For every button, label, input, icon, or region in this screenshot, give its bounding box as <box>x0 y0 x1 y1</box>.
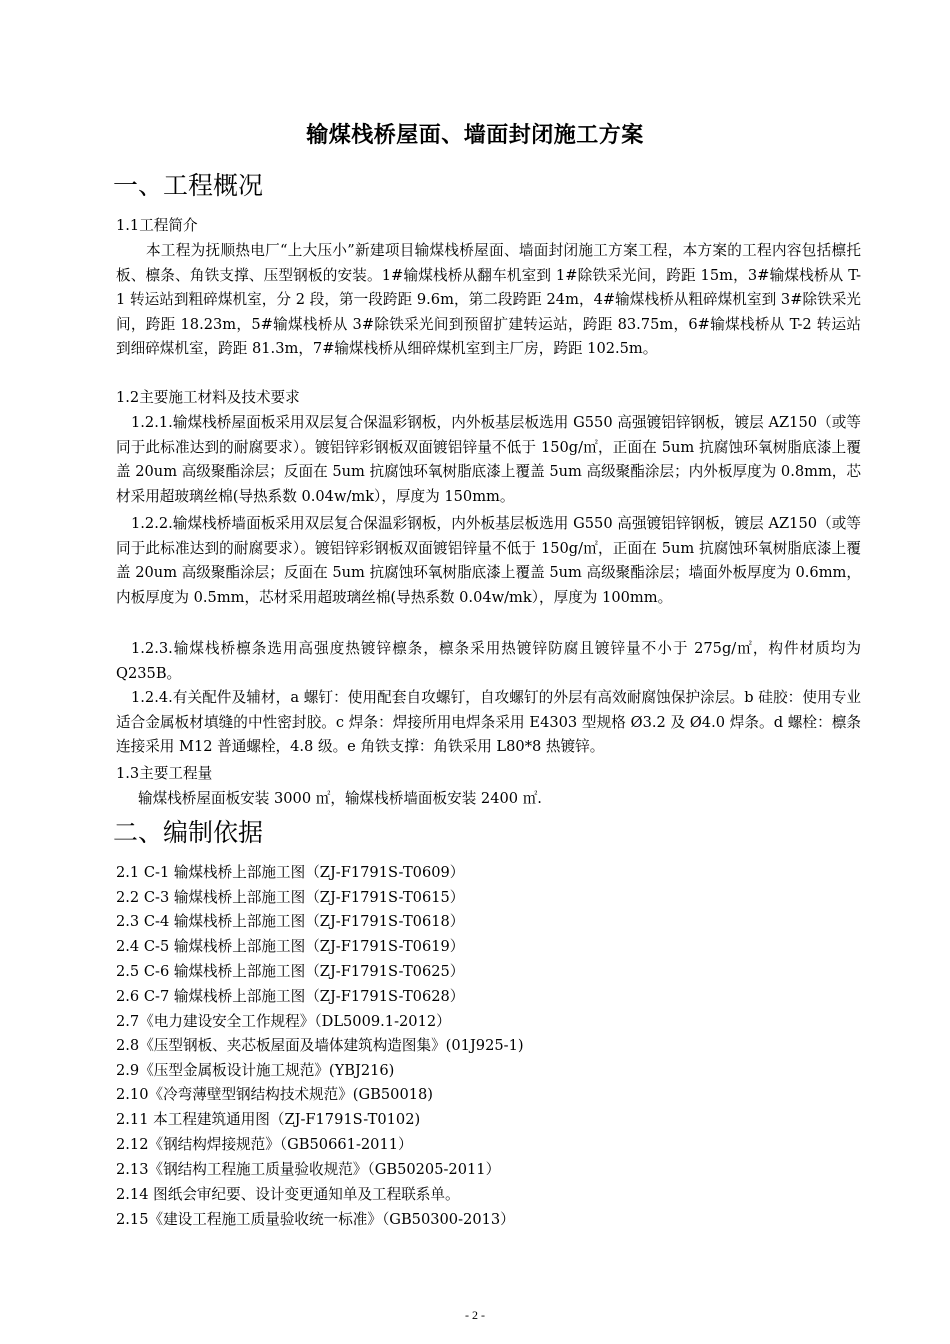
document-title: 输煤栈桥屋面、墙面封闭施工方案 <box>306 123 644 148</box>
reference-item: 2.13《钢结构工程施工质量验收规范》（GB50205-2011） <box>116 1161 501 1178</box>
section-1-2-2-paragraph: 1.2.2.输煤栈桥墙面板采用双层复合保温彩钢板，内外板基层板选用 G550 高强镀铝锌钢板，镀层 AZ150（或等同于此标准达到的耐腐要求）。镀铝锌彩钢板双面镀铝锌量不低于 150g/㎡，正面在 5um 抗腐蚀环氧树脂底漆上覆盖 20um 高级聚酯涂层；反面在 5um 抗腐蚀环氧树脂底漆上覆盖 5um 高级聚酯涂层；墙面外板厚度为 0.6mm，内板厚度为 0.5mm，芯材采用超玻璃丝棉(导热系数 0.04w/mk），厚度为 100mm。 <box>116 515 861 606</box>
section-1-heading: 一、工程概况 <box>113 171 264 200</box>
reference-item: 2.3 C-4 输煤栈桥上部施工图（ZJ-F1791S-T0618） <box>116 913 465 930</box>
section-2-heading: 二、编制依据 <box>113 818 264 847</box>
reference-item: 2.10《冷弯薄壁型钢结构技术规范》(GB50018) <box>116 1086 434 1103</box>
reference-item: 2.15《建设工程施工质量验收统一标准》（GB50300-2013） <box>116 1211 515 1228</box>
reference-item: 2.4 C-5 输煤栈桥上部施工图（ZJ-F1791S-T0619） <box>116 938 465 955</box>
reference-item: 2.8《压型钢板、夹芯板屋面及墙体建筑构造图集》(01J925-1) <box>116 1037 524 1054</box>
reference-item: 2.2 C-3 输煤栈桥上部施工图（ZJ-F1791S-T0615） <box>116 889 465 906</box>
reference-item: 2.12《钢结构焊接规范》（GB50661-2011） <box>116 1136 413 1153</box>
section-1-3-paragraph: 输煤栈桥屋面板安装 3000 ㎡，输煤栈桥墙面板安装 2400 ㎡. <box>138 790 542 807</box>
section-1-2-1-paragraph: 1.2.1.输煤栈桥屋面板采用双层复合保温彩钢板，内外板基层板选用 G550 高强镀铝锌钢板，镀层 AZ150（或等同于此标准达到的耐腐要求）。镀铝锌彩钢板双面镀铝锌量不低于 150g/㎡，正面在 5um 抗腐蚀环氧树脂底漆上覆盖 20um 高级聚酯涂层；反面在 5um 抗腐蚀环氧树脂底漆上覆盖 5um 高级聚酯涂层；内外板厚度为 0.8mm，芯材采用超玻璃丝棉(导热系数 0.04w/mk），厚度为 150mm。 <box>116 414 861 505</box>
reference-item: 2.5 C-6 输煤栈桥上部施工图（ZJ-F1791S-T0625） <box>116 963 465 980</box>
section-1-1-paragraph: 本工程为抚顺热电厂“上大压小”新建项目输煤栈桥屋面、墙面封闭施工方案工程，本方案的工程内容包括檩托板、檩条、角铁支撑、压型钢板的安装。1#输煤栈桥从翻车机室到 1#除铁采光间，跨距 15m，3#输煤栈桥从 T-1 转运站到粗碎煤机室，分 2 段，第一段跨距 9.6m，第二段跨距 24m，4#输煤栈桥从粗碎煤机室到 3#除铁采光间，跨距 18.23m，5#输煤栈桥从 3#除铁采光间到预留扩建转运站，跨距 83.75m，6#输煤栈桥从 T-2 转运站到细碎煤机室，跨距 81.3m，7#输煤栈桥从细碎煤机室到主厂房，跨距 102.5m。 <box>116 242 861 358</box>
reference-item: 2.9《压型金属板设计施工规范》(YBJ216) <box>116 1062 395 1079</box>
section-1-2-3-paragraph: 1.2.3.输煤栈桥檩条选用高强度热镀锌檩条，檩条采用热镀锌防腐且镀锌量不小于 275g/㎡，构件材质均为 Q235B。 <box>116 640 861 682</box>
reference-item: 2.7《电力建设安全工作规程》（DL5009.1-2012） <box>116 1013 451 1030</box>
section-1-2-heading: 1.2主要施工材料及技术要求 <box>116 389 300 406</box>
reference-item: 2.1 C-1 输煤栈桥上部施工图（ZJ-F1791S-T0609） <box>116 864 465 881</box>
section-1-3-heading: 1.3主要工程量 <box>116 765 213 782</box>
reference-item: 2.11 本工程建筑通用图（ZJ-F1791S-T0102) <box>116 1111 421 1128</box>
page-number: - 2 - <box>465 1308 485 1322</box>
section-1-2-4-paragraph: 1.2.4.有关配件及辅材，a 螺钉：使用配套自攻螺钉，自攻螺钉的外层有高效耐腐蚀保护涂层。b 硅胶：使用专业适合金属板材填缝的中性密封胶。c 焊条：焊接所用电焊条采用 E4303 型规格 Ø3.2 及 Ø4.0 焊条。d 螺栓：檩条连接采用 M12 普通螺栓，4.8 级。e 角铁支撑：角铁采用 L80*8 热镀锌。 <box>116 689 861 756</box>
reference-item: 2.6 C-7 输煤栈桥上部施工图（ZJ-F1791S-T0628） <box>116 988 465 1005</box>
reference-item: 2.14 图纸会审纪要、设计变更通知单及工程联系单。 <box>116 1186 460 1203</box>
section-1-1-heading: 1.1工程简介 <box>116 217 198 234</box>
